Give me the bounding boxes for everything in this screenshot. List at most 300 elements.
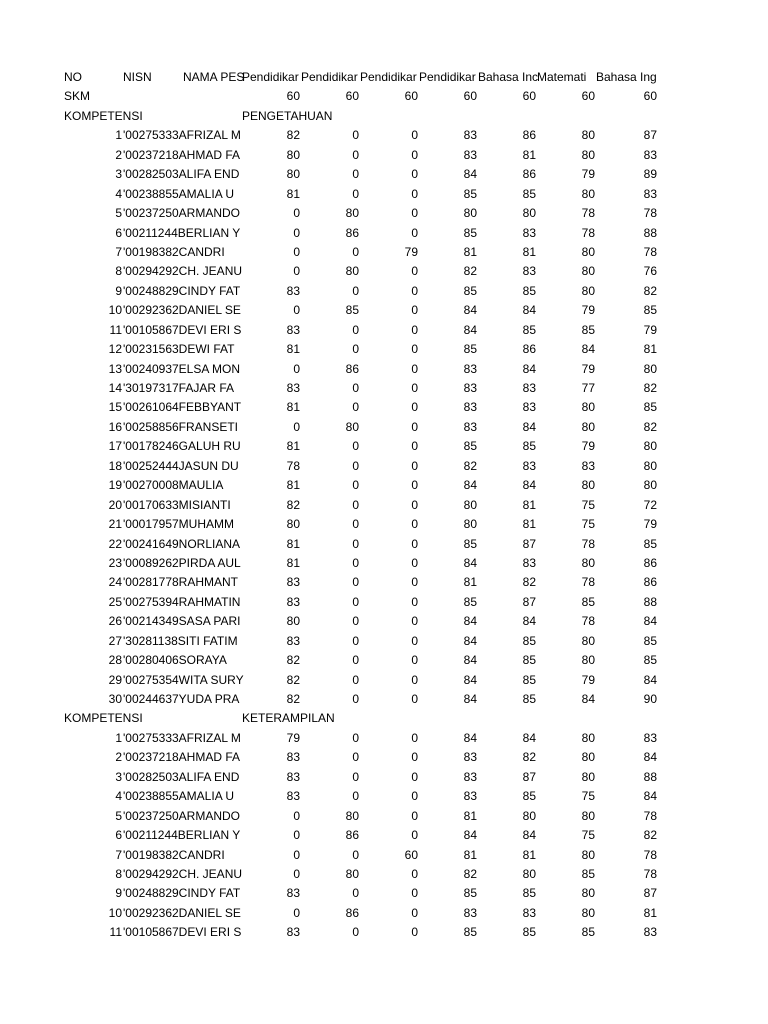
- score-cell: 82: [643, 381, 657, 395]
- skm-value: 60: [581, 89, 595, 104]
- score-cell: 81: [643, 342, 657, 357]
- section-label: KOMPETENSI: [64, 108, 143, 123]
- score-cell: 0: [352, 283, 359, 298]
- score-cell: 77: [581, 381, 595, 395]
- score-cell: 82: [463, 458, 477, 473]
- student-nisn-name: '00211244BERLIAN Y: [123, 828, 241, 843]
- score-cell: 83: [286, 886, 300, 901]
- row-number: 21: [108, 517, 122, 532]
- student-nisn-name: '00237218AHMAD FA: [123, 750, 241, 765]
- row-number: 26: [108, 614, 122, 629]
- table-row: [0, 846, 768, 865]
- student-nisn-name: '30281138SITI FATIM: [123, 633, 238, 648]
- table-row: [0, 262, 768, 281]
- row-number: 22: [108, 536, 122, 551]
- score-cell: 0: [352, 439, 359, 454]
- student-nisn-name: '00275333AFRIZAL M: [123, 128, 241, 143]
- student-nisn-name: '00292362DANIEL SE: [123, 905, 241, 920]
- score-cell: 85: [522, 692, 536, 706]
- score-cell: 84: [522, 730, 536, 745]
- score-cell: 84: [463, 730, 477, 745]
- score-cell: 80: [581, 847, 595, 862]
- row-number: 19: [108, 478, 122, 493]
- row-number: 29: [108, 672, 122, 687]
- student-nisn-name: '00170633MISIANTI: [123, 497, 231, 512]
- score-cell: 0: [411, 555, 418, 570]
- score-cell: 86: [522, 128, 536, 143]
- row-number: 14: [108, 381, 122, 395]
- score-cell: 0: [411, 342, 418, 357]
- score-cell: 81: [286, 555, 300, 570]
- score-cell: 82: [522, 575, 536, 590]
- score-cell: 80: [581, 653, 595, 668]
- score-cell: 82: [286, 653, 300, 668]
- student-nisn-name: '00105867DEVI ERI S: [123, 925, 242, 940]
- score-cell: 84: [522, 828, 536, 843]
- table-row: [0, 398, 768, 417]
- score-cell: 0: [411, 886, 418, 901]
- row-number: 3: [115, 167, 122, 182]
- score-cell: 83: [286, 925, 300, 940]
- score-cell: 0: [411, 381, 418, 395]
- score-cell: 80: [581, 730, 595, 745]
- table-row: [0, 807, 768, 826]
- score-cell: 0: [411, 614, 418, 629]
- score-cell: 81: [463, 808, 477, 823]
- score-cell: 85: [522, 672, 536, 687]
- score-cell: 81: [286, 400, 300, 415]
- skm-value: 60: [286, 89, 300, 104]
- score-cell: 78: [643, 866, 657, 881]
- student-nisn-name: '00017957MUHAMM: [123, 517, 235, 532]
- student-nisn-name: '00252444JASUN DU: [123, 458, 239, 473]
- score-cell: 75: [581, 517, 595, 532]
- score-cell: 80: [581, 283, 595, 298]
- score-cell: 79: [581, 439, 595, 454]
- score-cell: 72: [643, 497, 657, 512]
- student-nisn-name: '00237250ARMANDO: [123, 206, 241, 221]
- score-cell: 83: [522, 555, 536, 570]
- table-row: [0, 651, 768, 670]
- score-cell: 85: [463, 886, 477, 901]
- header-subject: Matemati: [537, 70, 587, 84]
- score-cell: 0: [352, 847, 359, 862]
- table-row: [0, 768, 768, 787]
- score-cell: 0: [352, 653, 359, 668]
- row-number: 16: [108, 419, 122, 434]
- score-cell: 88: [643, 594, 657, 609]
- score-cell: 0: [352, 614, 359, 629]
- score-cell: 84: [463, 692, 477, 706]
- row-number: 8: [115, 264, 122, 279]
- score-cell: 0: [293, 847, 300, 862]
- score-cell: 0: [293, 828, 300, 843]
- score-cell: 83: [286, 283, 300, 298]
- score-cell: 81: [463, 847, 477, 862]
- score-cell: 80: [581, 769, 595, 784]
- score-cell: 87: [522, 769, 536, 784]
- table-row: [0, 535, 768, 554]
- score-cell: 85: [643, 536, 657, 551]
- table-row: [0, 884, 768, 903]
- row-number: 13: [108, 361, 122, 376]
- score-cell: 85: [522, 322, 536, 337]
- student-nisn-name: '00261064FEBBYANT: [123, 400, 242, 415]
- student-nisn-name: '00294292CH. JEANU: [123, 866, 243, 881]
- score-cell: 80: [581, 147, 595, 162]
- score-cell: 86: [345, 828, 359, 843]
- score-cell: 84: [643, 614, 657, 629]
- score-cell: 82: [522, 750, 536, 765]
- student-nisn-name: '00105867DEVI ERI S: [123, 322, 242, 337]
- student-nisn-name: '00282503ALIFA END: [123, 769, 240, 784]
- table-row: [0, 554, 768, 573]
- score-cell: 79: [286, 730, 300, 745]
- score-cell: 0: [411, 925, 418, 940]
- score-cell: 78: [286, 458, 300, 473]
- row-number: 4: [115, 789, 122, 804]
- score-cell: 88: [643, 225, 657, 240]
- table-row: [0, 593, 768, 612]
- score-cell: 84: [522, 361, 536, 376]
- score-cell: 0: [411, 264, 418, 279]
- score-cell: 84: [463, 322, 477, 337]
- score-cell: 82: [286, 672, 300, 687]
- table-row: [0, 476, 768, 495]
- score-cell: 0: [352, 458, 359, 473]
- score-cell: 84: [522, 419, 536, 434]
- score-cell: 85: [463, 342, 477, 357]
- student-nisn-name: '00198382CANDRI: [123, 847, 225, 862]
- score-cell: 0: [352, 167, 359, 182]
- score-cell: 83: [463, 361, 477, 376]
- score-cell: 85: [522, 633, 536, 648]
- score-cell: 0: [352, 750, 359, 765]
- table-row: [0, 612, 768, 631]
- score-cell: 80: [581, 478, 595, 493]
- skm-value: 60: [522, 89, 536, 104]
- score-cell: 85: [345, 303, 359, 318]
- score-cell: 83: [522, 225, 536, 240]
- header-subject: Pendidikar: [242, 70, 299, 84]
- score-cell: 78: [643, 244, 657, 259]
- score-cell: 80: [581, 128, 595, 143]
- row-number: 9: [115, 283, 122, 298]
- skm-value: 60: [345, 89, 359, 104]
- score-cell: 0: [411, 633, 418, 648]
- score-cell: 84: [463, 633, 477, 648]
- score-cell: 81: [522, 847, 536, 862]
- score-cell: 0: [293, 225, 300, 240]
- score-cell: 83: [463, 750, 477, 765]
- score-cell: 81: [286, 342, 300, 357]
- header-no: NO: [64, 70, 82, 84]
- score-cell: 0: [411, 808, 418, 823]
- score-cell: 0: [352, 730, 359, 745]
- score-cell: 0: [352, 925, 359, 940]
- student-nisn-name: '00275333AFRIZAL M: [123, 730, 241, 745]
- score-cell: 80: [345, 419, 359, 434]
- table-row: [0, 165, 768, 184]
- score-cell: 0: [411, 186, 418, 201]
- score-cell: 78: [581, 225, 595, 240]
- table-row: [0, 729, 768, 748]
- score-cell: 0: [293, 206, 300, 221]
- score-cell: 81: [286, 478, 300, 493]
- score-cell: 78: [581, 536, 595, 551]
- table-row: [0, 437, 768, 456]
- score-cell: 83: [286, 381, 300, 395]
- score-cell: 80: [643, 478, 657, 493]
- score-cell: 0: [352, 322, 359, 337]
- table-row: [0, 282, 768, 301]
- score-cell: 85: [522, 653, 536, 668]
- row-number: 6: [115, 225, 122, 240]
- student-nisn-name: '00238855AMALIA U: [123, 186, 235, 201]
- score-cell: 83: [463, 381, 477, 395]
- score-cell: 0: [293, 361, 300, 376]
- score-cell: 80: [286, 614, 300, 629]
- student-nisn-name: '00244637YUDA PRA: [123, 692, 240, 706]
- table-row: [0, 748, 768, 767]
- table-row: [0, 204, 768, 223]
- score-cell: 85: [463, 225, 477, 240]
- score-cell: 85: [522, 439, 536, 454]
- score-cell: 83: [286, 594, 300, 609]
- table-row: [0, 632, 768, 651]
- score-cell: 83: [286, 633, 300, 648]
- score-cell: 79: [404, 244, 418, 259]
- table-row: [0, 496, 768, 515]
- score-cell: 0: [352, 594, 359, 609]
- score-cell: 80: [581, 419, 595, 434]
- student-nisn-name: '30197317FAJAR FA: [123, 381, 235, 395]
- row-number: 24: [108, 575, 122, 590]
- score-cell: 0: [411, 439, 418, 454]
- score-cell: 83: [522, 905, 536, 920]
- score-cell: 83: [522, 264, 536, 279]
- header-nisn: NISN: [123, 70, 152, 84]
- score-cell: 90: [643, 692, 657, 706]
- table-row: [0, 865, 768, 884]
- row-number: 5: [115, 808, 122, 823]
- score-cell: 89: [643, 167, 657, 182]
- header-subject: Bahasa Ing: [596, 70, 657, 84]
- score-cell: 83: [463, 905, 477, 920]
- header-nama: NAMA PES: [183, 70, 245, 84]
- score-cell: 80: [581, 400, 595, 415]
- score-cell: 0: [352, 789, 359, 804]
- score-cell: 80: [581, 633, 595, 648]
- score-cell: 78: [581, 575, 595, 590]
- score-cell: 0: [352, 575, 359, 590]
- score-cell: 0: [352, 633, 359, 648]
- table-row: [0, 301, 768, 320]
- score-cell: 85: [463, 186, 477, 201]
- student-nisn-name: '00248829CINDY FAT: [123, 283, 241, 298]
- score-cell: 83: [522, 381, 536, 395]
- score-cell: 81: [522, 147, 536, 162]
- score-cell: 79: [643, 322, 657, 337]
- row-number: 18: [108, 458, 122, 473]
- score-cell: 78: [643, 206, 657, 221]
- score-cell: 0: [411, 361, 418, 376]
- score-cell: 88: [643, 769, 657, 784]
- score-cell: 83: [643, 147, 657, 162]
- score-cell: 80: [345, 866, 359, 881]
- row-number: 7: [115, 244, 122, 259]
- score-cell: 83: [643, 730, 657, 745]
- row-number: 15: [108, 400, 122, 415]
- score-cell: 0: [352, 555, 359, 570]
- student-nisn-name: '00280406SORAYA: [123, 653, 227, 668]
- score-cell: 84: [581, 692, 595, 706]
- table-row: [0, 573, 768, 592]
- score-cell: 75: [581, 789, 595, 804]
- score-cell: 0: [411, 147, 418, 162]
- student-nisn-name: '00281778RAHMANT: [123, 575, 239, 590]
- student-nisn-name: '00270008MAULIA: [123, 478, 224, 493]
- table-row: [0, 379, 768, 398]
- score-cell: 84: [522, 303, 536, 318]
- student-nisn-name: '00238855AMALIA U: [123, 789, 235, 804]
- score-cell: 86: [522, 167, 536, 182]
- row-number: 7: [115, 847, 122, 862]
- score-cell: 0: [411, 128, 418, 143]
- score-cell: 80: [463, 517, 477, 532]
- score-cell: 81: [522, 497, 536, 512]
- score-cell: 0: [411, 419, 418, 434]
- score-cell: 85: [643, 400, 657, 415]
- score-cell: 0: [352, 497, 359, 512]
- score-cell: 0: [293, 866, 300, 881]
- table-row: [0, 146, 768, 165]
- score-cell: 80: [522, 866, 536, 881]
- score-cell: 78: [643, 808, 657, 823]
- table-row: [0, 690, 768, 709]
- score-cell: 81: [286, 439, 300, 454]
- score-cell: 80: [345, 264, 359, 279]
- score-cell: 0: [411, 789, 418, 804]
- section-label: KOMPETENSI: [64, 711, 143, 726]
- score-cell: 84: [643, 750, 657, 765]
- score-cell: 84: [581, 342, 595, 357]
- score-cell: 80: [581, 244, 595, 259]
- score-cell: 0: [411, 167, 418, 182]
- row-number: 3: [115, 769, 122, 784]
- row-number: 8: [115, 866, 122, 881]
- score-cell: 80: [581, 264, 595, 279]
- skm-value: 60: [404, 89, 418, 104]
- score-cell: 0: [293, 264, 300, 279]
- table-row: [0, 904, 768, 923]
- student-nisn-name: '00231563DEWI FAT: [123, 342, 235, 357]
- table-row: [0, 321, 768, 340]
- score-cell: 0: [411, 672, 418, 687]
- table-row: [0, 671, 768, 690]
- score-cell: 86: [643, 575, 657, 590]
- score-cell: 84: [463, 555, 477, 570]
- score-cell: 85: [581, 866, 595, 881]
- score-cell: 76: [643, 264, 657, 279]
- score-cell: 83: [463, 769, 477, 784]
- score-cell: 87: [522, 594, 536, 609]
- header-subject: Pendidikar: [360, 70, 417, 84]
- score-cell: 83: [581, 458, 595, 473]
- row-number: 28: [108, 653, 122, 668]
- score-cell: 80: [286, 167, 300, 182]
- score-cell: 85: [522, 186, 536, 201]
- table-row: [0, 243, 768, 262]
- score-cell: 85: [643, 633, 657, 648]
- score-cell: 82: [286, 128, 300, 143]
- score-cell: 83: [286, 322, 300, 337]
- row-number: 11: [109, 925, 122, 940]
- score-cell: 83: [463, 128, 477, 143]
- row-number: 20: [108, 497, 122, 512]
- score-cell: 85: [581, 925, 595, 940]
- student-nisn-name: '00178246GALUH RU: [123, 439, 241, 454]
- score-cell: 79: [581, 303, 595, 318]
- score-cell: 84: [463, 478, 477, 493]
- score-cell: 0: [411, 225, 418, 240]
- header-subject: Bahasa Inc: [478, 70, 539, 84]
- student-nisn-name: '00282503ALIFA END: [123, 167, 240, 182]
- score-cell: 0: [411, 730, 418, 745]
- score-cell: 60: [404, 847, 418, 862]
- row-number: 11: [109, 322, 122, 337]
- score-cell: 81: [286, 536, 300, 551]
- score-cell: 80: [581, 905, 595, 920]
- score-cell: 80: [581, 808, 595, 823]
- score-cell: 83: [463, 400, 477, 415]
- table-row: [0, 224, 768, 243]
- score-cell: 0: [411, 905, 418, 920]
- score-cell: 85: [522, 283, 536, 298]
- table-row: [0, 360, 768, 379]
- score-cell: 86: [643, 555, 657, 570]
- score-cell: 85: [463, 283, 477, 298]
- student-nisn-name: '00237250ARMANDO: [123, 808, 241, 823]
- score-cell: 83: [522, 400, 536, 415]
- score-cell: 0: [411, 458, 418, 473]
- student-nisn-name: '00211244BERLIAN Y: [123, 225, 241, 240]
- student-nisn-name: '00275394RAHMATIN: [123, 594, 241, 609]
- score-cell: 79: [581, 672, 595, 687]
- score-cell: 0: [411, 303, 418, 318]
- row-number: 6: [115, 828, 122, 843]
- table-row: [0, 515, 768, 534]
- score-cell: 0: [411, 400, 418, 415]
- table-row: [0, 340, 768, 359]
- score-cell: 83: [643, 186, 657, 201]
- score-cell: 85: [581, 594, 595, 609]
- table-row: [0, 457, 768, 476]
- score-cell: 0: [411, 828, 418, 843]
- spreadsheet: [0, 68, 768, 943]
- score-cell: 75: [581, 497, 595, 512]
- score-cell: 0: [411, 322, 418, 337]
- score-cell: 0: [293, 905, 300, 920]
- table-row: [0, 787, 768, 806]
- score-cell: 83: [522, 458, 536, 473]
- score-cell: 82: [286, 497, 300, 512]
- score-cell: 85: [581, 322, 595, 337]
- header-row: [0, 68, 768, 87]
- row-number: 23: [108, 555, 122, 570]
- skm-label: SKM: [64, 89, 91, 104]
- score-cell: 84: [463, 167, 477, 182]
